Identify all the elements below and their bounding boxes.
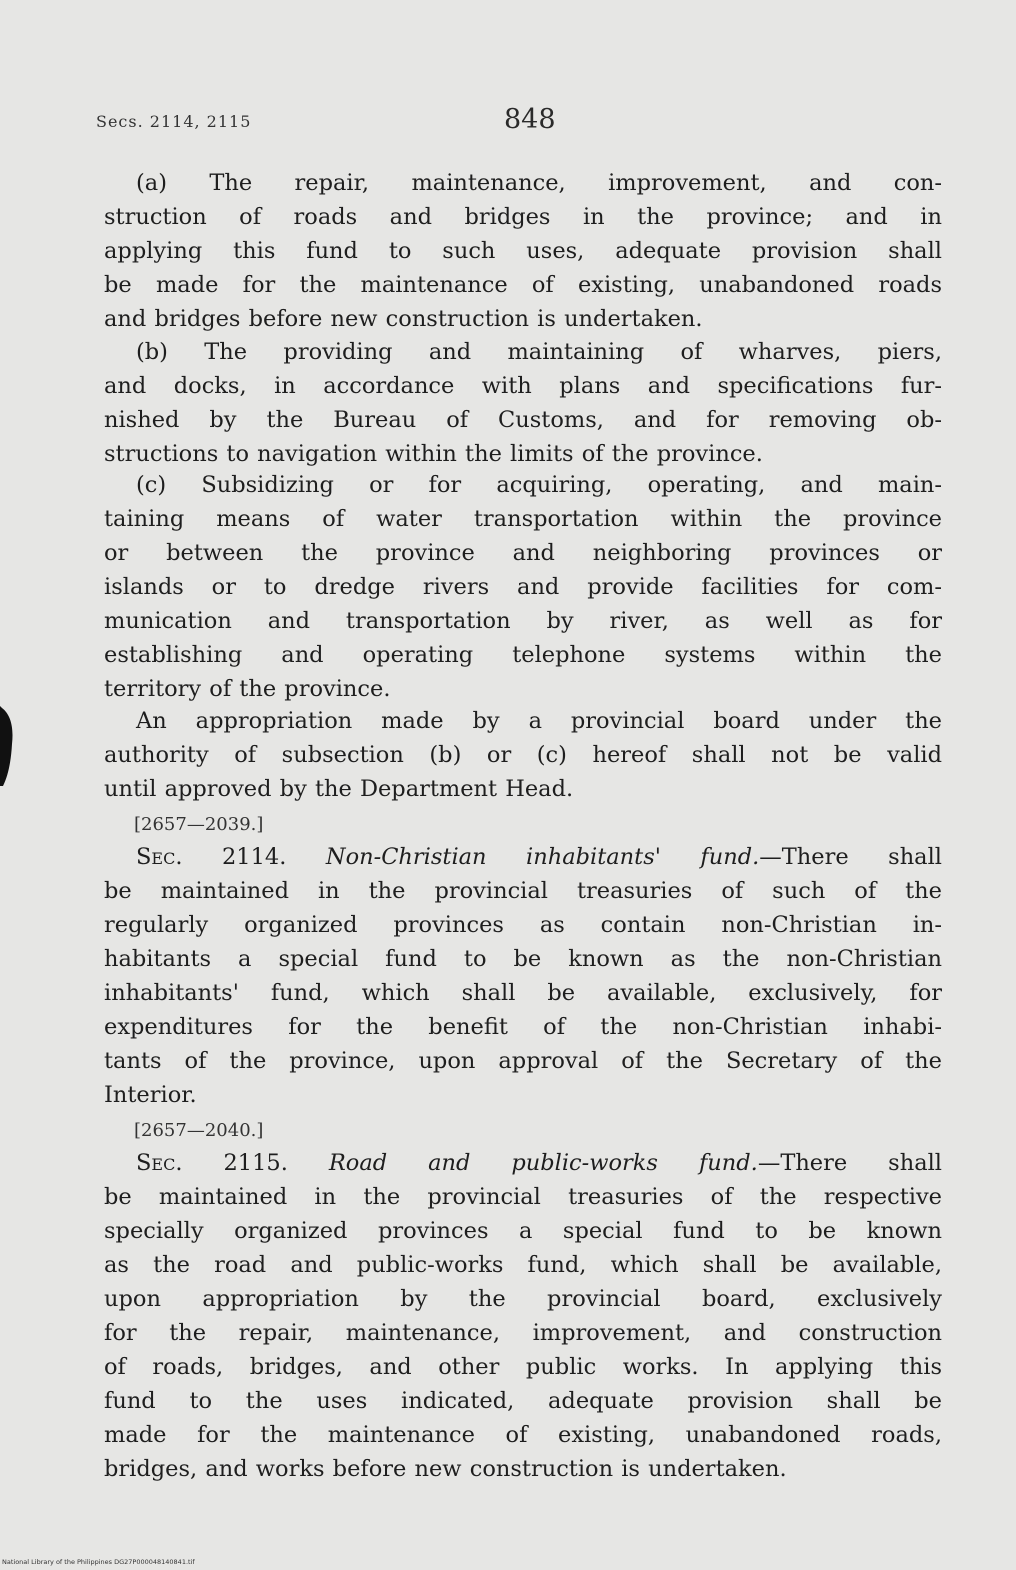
text-line — [104, 840, 942, 874]
section-title: Non-Christian inhabitants' fund. — [325, 844, 760, 870]
citation: [2657—2039.] — [134, 814, 264, 835]
section-reference: Secs. 2114, 2115 — [96, 112, 252, 131]
page-number: 848 — [504, 104, 556, 135]
text-line: An appropriation made by a provincial board under the — [136, 708, 942, 734]
paragraph-appropriation — [104, 704, 942, 806]
text-line: of roads, bridges, and other public works. In applying this — [104, 1354, 942, 1380]
text-line: islands or to dredge rivers and provide facilities for com- — [104, 574, 942, 600]
section-label: Sec. 2115. — [136, 1150, 288, 1176]
text-line: authority of subsection (b) or (c) hereof shall not be valid — [104, 742, 942, 768]
text-line: for the repair, maintenance, improvement, and construction — [104, 1320, 942, 1346]
text-line: specially organized provinces a special fund to be known — [104, 1218, 942, 1244]
text-line: expenditures for the benefit of the non-Christian inhabi- — [104, 1014, 942, 1040]
text-line: be maintained in the provincial treasuries of such of the — [104, 878, 942, 904]
text-line: as the road and public-works fund, which shall be available, — [104, 1252, 942, 1278]
page-header — [96, 104, 556, 144]
text-line: or between the province and neighboring provinces or — [104, 540, 942, 566]
text-line: taining means of water transportation within the province — [104, 506, 942, 532]
section-title: Road and public-works fund. — [328, 1150, 758, 1176]
text-line: bridges, and works before new construction is undertaken. — [104, 1456, 787, 1482]
text-line: regularly organized provinces as contain non-Christian in- — [104, 912, 942, 938]
text-line: structions to navigation within the limits of the province. — [104, 441, 763, 467]
text-line: and bridges before new construction is undertaken. — [104, 306, 703, 332]
text-fragment: —There shall — [759, 844, 942, 870]
text-line: applying this fund to such uses, adequate provision shall — [104, 238, 942, 264]
text-line: (a) The repair, maintenance, improvement, and con- — [136, 170, 942, 196]
text-line: munication and transportation by river, as well as for — [104, 608, 942, 634]
section-2115 — [104, 1146, 942, 1486]
paragraph-c — [104, 468, 942, 706]
paragraph-a — [104, 166, 942, 336]
text-line: made for the maintenance of existing, unabandoned roads, — [104, 1422, 942, 1448]
paragraph-b — [104, 335, 942, 471]
section-2114 — [104, 840, 942, 1112]
citation: [2657—2040.] — [134, 1120, 264, 1141]
text-line — [104, 1146, 942, 1180]
text-line: Interior. — [104, 1082, 197, 1108]
margin-ink-mark — [0, 704, 18, 788]
text-line: upon appropriation by the provincial board, exclusively — [104, 1286, 942, 1312]
scan-footer: National Library of the Philippines DG27P000048140841.tif — [2, 1558, 195, 1566]
text-line: (c) Subsidizing or for acquiring, operating, and main- — [136, 472, 942, 498]
text-line: struction of roads and bridges in the province; and in — [104, 204, 942, 230]
text-line: tants of the province, upon approval of the Secretary of the — [104, 1048, 942, 1074]
text-line: (b) The providing and maintaining of wharves, piers, — [136, 339, 942, 365]
text-line: nished by the Bureau of Customs, and for removing ob- — [104, 407, 942, 433]
section-label: Sec. 2114. — [136, 844, 287, 870]
text-line: be made for the maintenance of existing, unabandoned roads — [104, 272, 942, 298]
text-line: establishing and operating telephone systems within the — [104, 642, 942, 668]
text-line: territory of the province. — [104, 676, 391, 702]
text-line: habitants a special fund to be known as the non-Christian — [104, 946, 942, 972]
text-fragment: —There shall — [757, 1150, 942, 1176]
text-line: inhabitants' fund, which shall be available, exclusively, for — [104, 980, 942, 1006]
text-line: fund to the uses indicated, adequate provision shall be — [104, 1388, 942, 1414]
text-line: and docks, in accordance with plans and specifications fur- — [104, 373, 942, 399]
text-line: be maintained in the provincial treasuries of the respective — [104, 1184, 942, 1210]
text-line: until approved by the Department Head. — [104, 776, 574, 802]
